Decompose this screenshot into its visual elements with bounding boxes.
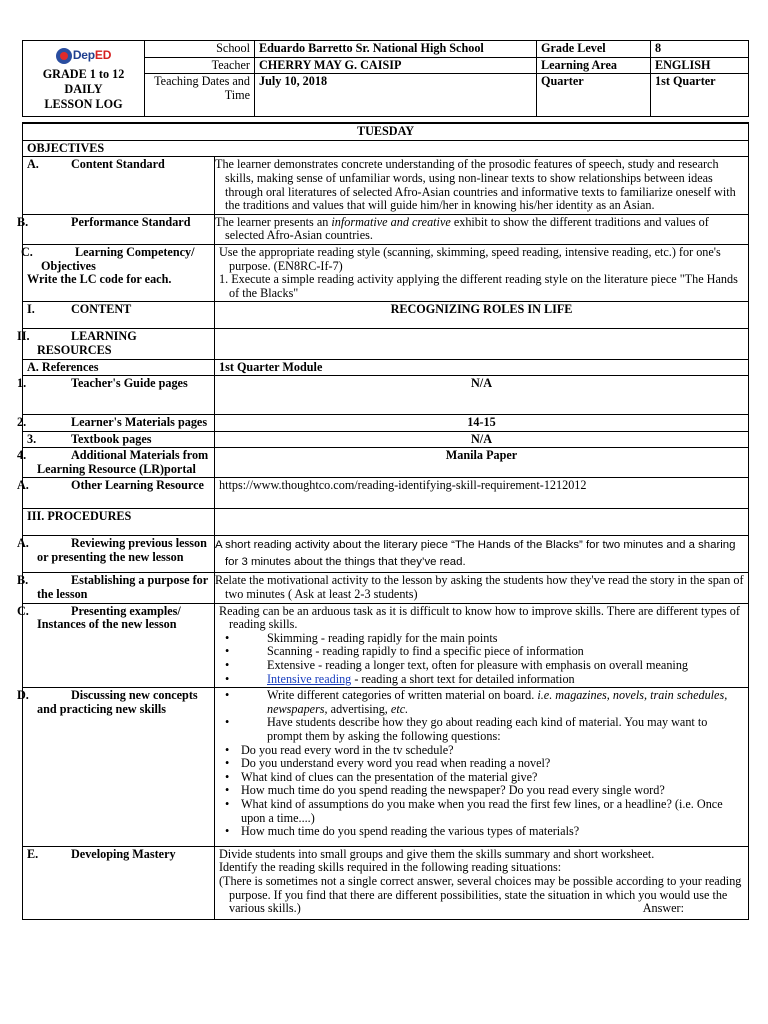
school-value: Eduardo Barretto Sr. National High School: [255, 41, 537, 58]
procedures-empty: [215, 509, 749, 536]
dates-label: Teaching Dates and Time: [145, 74, 255, 117]
list-item: • How much time do you spend reading the newspaper? Do you read every single word?: [219, 784, 744, 798]
teacher-value: CHERRY MAY G. CAISIP: [255, 57, 537, 74]
list-item: • Do you read every word in the tv schedule?: [219, 744, 744, 758]
developing-mastery-label: E. Developing Mastery: [23, 846, 215, 919]
learners-materials-value: 14-15: [215, 415, 749, 432]
presenting-examples-label: C. Presenting examples/ Instances of the new lesson: [23, 603, 215, 688]
content-value: RECOGNIZING ROLES IN LIFE: [215, 302, 749, 329]
list-item: • Extensive - reading a longer text, often for pleasure with emphasis on overall meaning: [219, 659, 744, 673]
list-item: • Intensive reading - reading a short text for detailed information: [219, 673, 744, 687]
grade-level-value: 8: [651, 41, 749, 58]
additional-materials-value: Manila Paper: [215, 448, 749, 478]
reviewing-lesson-text: A short reading activity about the literary piece “The Hands of the Blacks” for two minutes and a sharing for 3 minutes about the things that they’ve read.: [215, 536, 749, 573]
quarter-value: 1st Quarter: [651, 74, 749, 117]
other-resource-value: https://www.thoughtco.com/reading-identifying-skill-requirement-1212012: [215, 478, 749, 509]
lesson-log-page: [17, 40, 748, 920]
reviewing-lesson-label: A. Reviewing previous lesson or presenting the new lesson: [23, 536, 215, 573]
textbook-pages-label: 3. Textbook pages: [23, 431, 215, 448]
content-standard-label: A. Content Standard: [23, 157, 215, 214]
deped-seal-icon: [56, 48, 72, 64]
objectives-heading: OBJECTIVES: [23, 140, 749, 157]
content-standard-text: The learner demonstrates concrete understanding of the prosodic features of speech, study and research skills, making sense of unfamiliar words, using non-linear texts to show relationships between ideas through oral literatures of selected Afro-Asian countries and informative texts to familiarize oneself with the traditions and values that will guide him/her in knowing his/her identity as an Asian.: [215, 157, 749, 214]
list-item: • What kind of clues can the presentation of the material give?: [219, 771, 744, 785]
learning-competency-label: C. Learning Competency/ Objectives Write the LC code for each.: [23, 244, 215, 301]
learning-competency-text: Use the appropriate reading style (scanning, skimming, speed reading, intensive reading, etc.) for one's purpose. (EN8RC-If-7) 1. Execute a simple reading activity applying the different reading style on the literature piece "The Hands of the Blacks": [215, 244, 749, 301]
deped-logo: DepED: [25, 45, 142, 67]
learning-area-label: Learning Area: [537, 57, 651, 74]
list-item: • What kind of assumptions do you make when you read the first few lines, or a headline? (i.e. Once upon a time....): [219, 798, 744, 825]
school-label: School: [145, 41, 255, 58]
list-item: • How much time do you spend reading the various types of materials?: [219, 825, 744, 839]
establishing-purpose-label: B. Establishing a purpose for the lesson: [23, 573, 215, 603]
lesson-table: [17, 122, 749, 920]
list-item: • Scanning - reading rapidly to find a specific piece of information: [219, 645, 744, 659]
list-item: • Skimming - reading rapidly for the main points: [219, 632, 744, 646]
header-table: [22, 40, 749, 117]
additional-materials-label: 4. Additional Materials from Learning Resource (LR)portal: [23, 448, 215, 478]
discussing-concepts-label: D. Discussing new concepts and practicing new skills: [23, 688, 215, 847]
performance-standard-text: The learner presents an informative and creative exhibit to show the different traditions and values of selected Afro-Asian countries.: [215, 214, 749, 244]
references-label: A. References: [23, 359, 215, 376]
establishing-purpose-text: Relate the motivational activity to the lesson by asking the students how they've read the story in the span of two minutes ( Ask at least 2-3 students): [215, 573, 749, 603]
list-item: • Do you understand every word you read when reading a novel?: [219, 757, 744, 771]
other-resource-label: A. Other Learning Resource: [23, 478, 215, 509]
developing-mastery-text: Divide students into small groups and give them the skills summary and short worksheet. Identify the reading skills required in the following reading situations: (There is sometimes not a single correct answer, several choices may be possible according to your reading purpose. If you find that there are different possibilities, state the situation in which you would use the various skills.) Answer:: [215, 846, 749, 919]
quarter-label: Quarter: [537, 74, 651, 117]
grade-title: GRADE 1 to 12 DAILY LESSON LOG: [42, 67, 125, 111]
dates-value: July 10, 2018: [255, 74, 537, 117]
presenting-examples-text: Reading can be an arduous task as it is difficult to know how to improve skills. There are different types of reading skills. • Skimming - reading rapidly for the main points • Scanning - reading rapidly to find a specific piece of information • Extensive - reading a longer text, often for pleasure with emphasis on overall meaning • Intensive reading - reading a short text for detailed information: [215, 603, 749, 688]
teacher-label: Teacher: [145, 57, 255, 74]
learning-resources-label: II. LEARNING RESOURCES: [23, 329, 215, 359]
learning-area-value: ENGLISH: [651, 57, 749, 74]
intensive-reading-link[interactable]: Intensive reading: [267, 671, 352, 686]
grade-level-label: Grade Level: [537, 41, 651, 58]
textbook-pages-value: N/A: [215, 431, 749, 448]
list-item: • Write different categories of written material on board. i.e. magazines, novels, train schedules, newspapers, advertising, etc.: [219, 689, 744, 716]
learners-materials-label: 2. Learner's Materials pages: [23, 415, 215, 432]
teachers-guide-label: 1. Teacher's Guide pages: [23, 376, 215, 415]
performance-standard-label: B. Performance Standard: [23, 214, 215, 244]
answer-label: Answer:: [642, 901, 684, 916]
list-item: • Have students describe how they go about reading each kind of material. You may want to prompt them by asking the following questions:: [219, 716, 744, 743]
teachers-guide-value: N/A: [215, 376, 749, 415]
content-label: I. CONTENT: [23, 302, 215, 329]
grade-cell: [23, 41, 145, 117]
procedures-heading: III. PROCEDURES: [23, 509, 215, 536]
day-heading: TUESDAY: [23, 123, 749, 140]
references-value: 1st Quarter Module: [215, 359, 749, 376]
discussing-concepts-text: [215, 688, 749, 847]
learning-resources-empty: [215, 329, 749, 359]
